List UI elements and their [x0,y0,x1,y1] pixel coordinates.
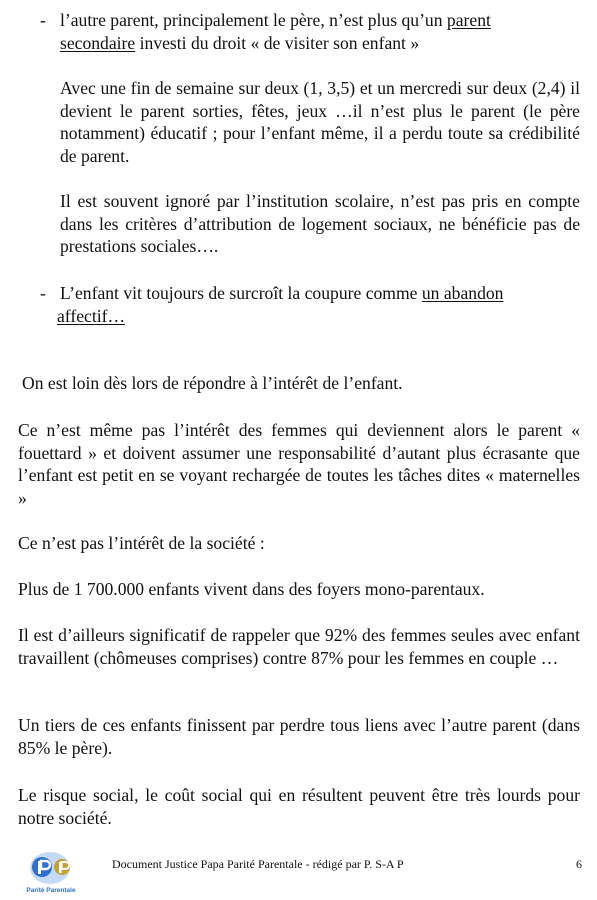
svg-text:Parité Parentale: Parité Parentale [26,887,76,894]
bullet-abandon: L’enfant vit toujours de surcroît la coupure comme un abandon affectif… [57,283,504,326]
page-number: 6 [576,857,582,871]
paragraph-enfants: Plus de 1 700.000 enfants vivent dans des foyers mono-parentaux. [18,579,485,599]
logo-icon [14,848,88,896]
paragraph-ignored: Il est souvent ignoré par l’institution scolaire, n’est pas pris en compte dans les critères d’attribution de logement sociaux, ne bénéficie pas de prestations sociales…. [60,191,580,256]
bullet-secondary-parent: l’autre parent, principalement le père, n’est plus qu’un parent secondaire investi du droit « de visiter son enfant » [60,10,491,53]
paragraph-femmes: Ce n’est même pas l’intérêt des femmes qui deviennent alors le parent « fouettard » et doivent assumer une responsabilité d’autant plus écrasante que l’enfant est petit en se voyant rechargée de toutes les tâches dites « maternelles » [18,420,580,508]
footer-text: Document Justice Papa Parité Parentale - rédigé par P. S-A P [112,857,404,871]
bullet-dash: - [40,10,46,30]
paragraph-statistics: Il est d’ailleurs significatif de rappeler que 92% des femmes seules avec enfant travaillent (chômeuses comprises) contre 87% pour les femmes en couple … [18,625,580,668]
paragraph-tiers: Un tiers de ces enfants finissent par perdre tous liens avec l’autre parent (dans 85% le père). [18,715,580,758]
bullet-dash: - [40,283,46,303]
paragraph-societe: Ce n’est pas l’intérêt de la société : [18,533,265,553]
page-footer [112,856,582,872]
paragraph-weekend: Avec une fin de semaine sur deux (1, 3,5) et un mercredi sur deux (2,4) il devient le parent sorties, fêtes, jeux …il n’est plus le parent (le père notamment) éducatif ; pour l’enfant même, il a perdu toute sa crédibilité de parent. [60,78,580,166]
paragraph-risque: Le risque social, le coût social qui en résultent peuvent être très lourds pour notre société. [18,785,580,828]
paragraph-loin: On est loin dès lors de répondre à l’intérêt de l’enfant. [22,373,403,393]
